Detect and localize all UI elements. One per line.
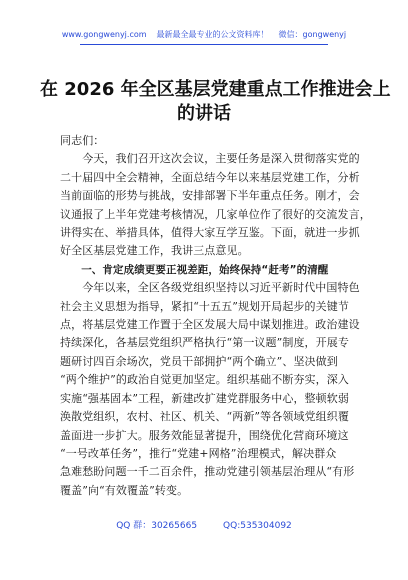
title-line-1: 在 2026 年全区基层党建重点工作推进会上 — [40, 79, 391, 100]
body-line: 点，将基层党建工作置于全区发展大局中谋划推进。政治建设 — [60, 318, 360, 332]
body-line: 题研讨四百余场次，党员干部拥护“两个确立”、坚决做到 — [60, 354, 338, 368]
document-body — [60, 132, 371, 500]
body-line: 实施“强基固本”工程，新建改扩建党群服务中心，整顿软弱 — [60, 391, 349, 405]
header-site-link[interactable]: www.gongwenyj.com — [61, 30, 147, 39]
header-rule — [80, 44, 328, 45]
body-line: 持续深化，各基层党组织严格执行“第一议题”制度，开展专 — [60, 336, 349, 350]
footer-qq-group: QQ 群：30265665 — [116, 521, 198, 531]
header-wechat: 微信：gongwenyj — [278, 30, 347, 39]
body-line: 好全区基层党建工作，我讲三点意见。 — [60, 244, 249, 258]
body-line: 今天，我们召开这次会议，主要任务是深入贯彻落实党的 — [60, 152, 360, 166]
salutation: 同志们： — [60, 134, 105, 147]
body-line: 讲得实在、举措具体，值得大家互学互鉴。下面，就进一步抓 — [60, 226, 360, 240]
header-slogan: 最新最全最专业的公文资料库！ — [156, 30, 269, 39]
document-title — [40, 78, 391, 126]
body-line: 覆盖”向“有效覆盖”转变。 — [60, 483, 189, 497]
body-line: “两个维护”的政治自觉更加坚定。组织基础不断夯实，深入 — [60, 373, 349, 387]
body-line: 议通报了上半年党建考核情况，几家单位作了很好的交流发言， — [60, 207, 371, 221]
page-header — [0, 30, 408, 40]
body-line: 盖面进一步扩大。服务效能显著提升，围绕优化营商环境这 — [60, 428, 349, 442]
footer-qq: QQ:535304092 — [223, 521, 292, 531]
page-footer — [0, 520, 408, 532]
title-line-2: 的讲话 — [177, 103, 231, 124]
body-line: 社会主义思想为指导，紧扣“十五五”规划开局起步的关键节 — [60, 299, 349, 313]
body-line: 今年以来，全区各级党组织坚持以习近平新时代中国特色 — [60, 281, 360, 295]
body-line: 急难愁盼问题一千二百余件，推动党建引领基层治理从“有形 — [60, 465, 355, 479]
body-line: 涣散党组织，农村、社区、机关、“两新”等各领域党组织覆 — [60, 410, 349, 424]
body-line: 当前面临的形势与挑战，安排部署下半年重点任务。刚才，会 — [60, 189, 360, 203]
body-line: “一号改革任务”，推行“党建+网格”治理模式，解决群众 — [60, 446, 337, 460]
section-heading-1: 一、肯定成绩更要正视差距，始终保持“赶考”的清醒 — [60, 263, 329, 276]
body-line: 二十届四中全会精神，全面总结今年以来基层党建工作，分析 — [60, 170, 360, 184]
